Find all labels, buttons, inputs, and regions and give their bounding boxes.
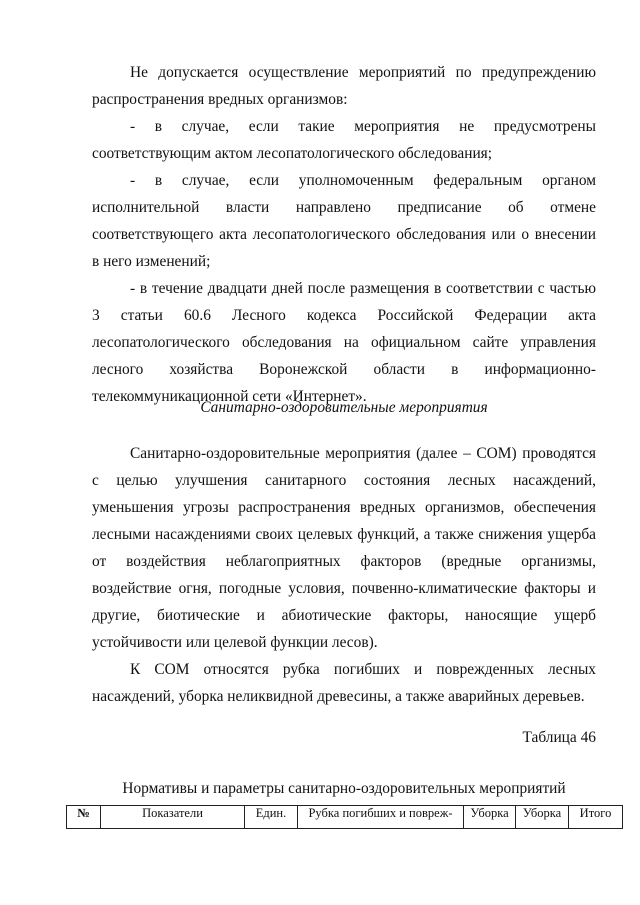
bottom-text-block (92, 440, 596, 710)
header-cleanup-1: Уборка (464, 806, 516, 829)
table-number: Таблица 46 (522, 729, 596, 746)
table-caption: Нормативы и параметры санитарно-оздоровительных мероприятий (122, 780, 566, 797)
header-cleanup-2: Уборка (516, 806, 569, 829)
paragraph-case-twenty-days: - в течение двадцати дней после размещения в соответствии с частью 3 статьи 60.6 Лесного кодекса Российской Федерации акта лесопатологического обследования на официальном сайте управления лесного хозяйства Воронежской области в информационно-телекоммуникационной сети «Интернет». (92, 280, 596, 405)
header-indicators: Показатели (101, 806, 245, 829)
header-felling: Рубка погибших и повреж- (298, 806, 464, 829)
table-header-row (67, 806, 623, 829)
paragraph-som-includes: К СОМ относятся рубка погибших и поврежденных лесных насаждений, уборка неликвидной древесины, а также аварийных деревьев. (92, 661, 596, 705)
section-title: Санитарно-оздоровительные мероприятия (200, 399, 488, 416)
paragraph-case-cancellation: - в случае, если уполномоченным федеральным органом исполнительной власти направлено предписание об отмене соответствующего акта лесопатологического обследования или о внесении в него изменений; (92, 172, 596, 270)
paragraph-som-definition: Санитарно-оздоровительные мероприятия (далее – СОМ) проводятся с целью улучшения санитарного состояния лесных насаждений, уменьшения угрозы распространения вредных организмов, обеспечения лесными насаждениями своих целевых функций, а также снижения ущерба от воздействия неблагоприятных факторов (вредные организмы, воздействие огня, погодные условия, почвенно-климатические факторы и другие, биотические и абиотические факторы, наносящие ущерб устойчивости или целевой функции лесов). (92, 445, 596, 651)
paragraph-case-not-provided: - в случае, если такие мероприятия не предусмотрены соответствующим актом лесопатологического обследования; (92, 118, 596, 162)
norms-table (66, 805, 623, 829)
paragraph-prohibition: Не допускается осуществление мероприятий по предупреждению распространения вредных организмов: (92, 64, 596, 108)
header-unit: Един. (245, 806, 298, 829)
header-total: Итого (569, 806, 623, 829)
header-number: № (67, 806, 101, 829)
top-text-block (92, 59, 596, 410)
